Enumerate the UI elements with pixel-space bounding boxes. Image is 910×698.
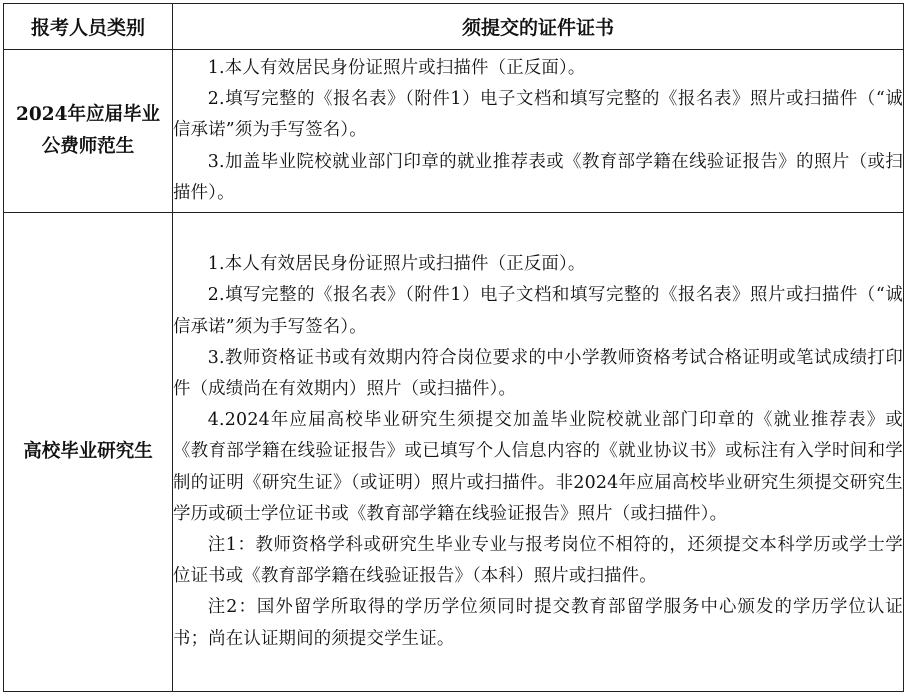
category-label-line: 公费师范生 — [41, 136, 135, 157]
note-item: 注2：国外留学所取得的学历学位须同时提交教育部留学服务中心颁发的学历学位认证书；尚在认证期间的须提交学生证。 — [173, 597, 903, 649]
document-item: 3.加盖毕业院校就业部门印章的就业推荐表或《教育部学籍在线验证报告》的照片（或扫描件）。 — [173, 151, 903, 203]
document-item: 3.教师资格证书或有效期内符合岗位要求的中小学教师资格考试合格证明或笔试成绩打印件（成绩尚在有效期内）照片（或扫描件）。 — [173, 347, 903, 399]
header-category: 报考人员类别 — [4, 4, 173, 50]
note-item: 注1：教师资格学科或研究生毕业专业与报考岗位不相符的，还须提交本科学历或学士学位证书或《教育部学籍在线验证报告》（本科）照片或扫描件。 — [173, 535, 903, 587]
category-label-line: 2024年应届毕业 — [16, 104, 160, 125]
documents-cell — [173, 213, 904, 692]
document-item: 4.2024年应届高校毕业研究生须提交加盖毕业院校就业部门印章的《就业推荐表》或《教育部学籍在线验证报告》或已填写个人信息内容的《就业协议书》或标注有入学时间和学制的证明《研究生证》（或证明）照片或扫描件。非2024年应届高校毕业研究生须提交研究生学历或硕士学位证书或《教育部学籍在线验证报告》照片（或扫描件）。 — [173, 410, 903, 524]
document-item: 2.填写完整的《报名表》（附件1）电子文档和填写完整的《报名表》照片或扫描件（“诚信承诺”须为手写签名）。 — [173, 89, 903, 141]
category-cell — [4, 50, 173, 213]
requirements-table — [3, 3, 904, 692]
document-item: 2.填写完整的《报名表》（附件1）电子文档和填写完整的《报名表》照片或扫描件（“诚信承诺”须为手写签名）。 — [173, 285, 903, 337]
table-header-row — [4, 4, 904, 50]
document-item: 1.本人有效居民身份证照片或扫描件（正反面）。 — [207, 57, 586, 78]
category-cell — [4, 213, 173, 692]
table-row — [4, 213, 904, 692]
documents-cell — [173, 50, 904, 213]
table-row — [4, 50, 904, 213]
category-label-line: 高校毕业研究生 — [23, 441, 153, 462]
header-documents: 须提交的证件证书 — [173, 4, 904, 50]
document-item: 1.本人有效居民身份证照片或扫描件（正反面）。 — [207, 254, 586, 275]
